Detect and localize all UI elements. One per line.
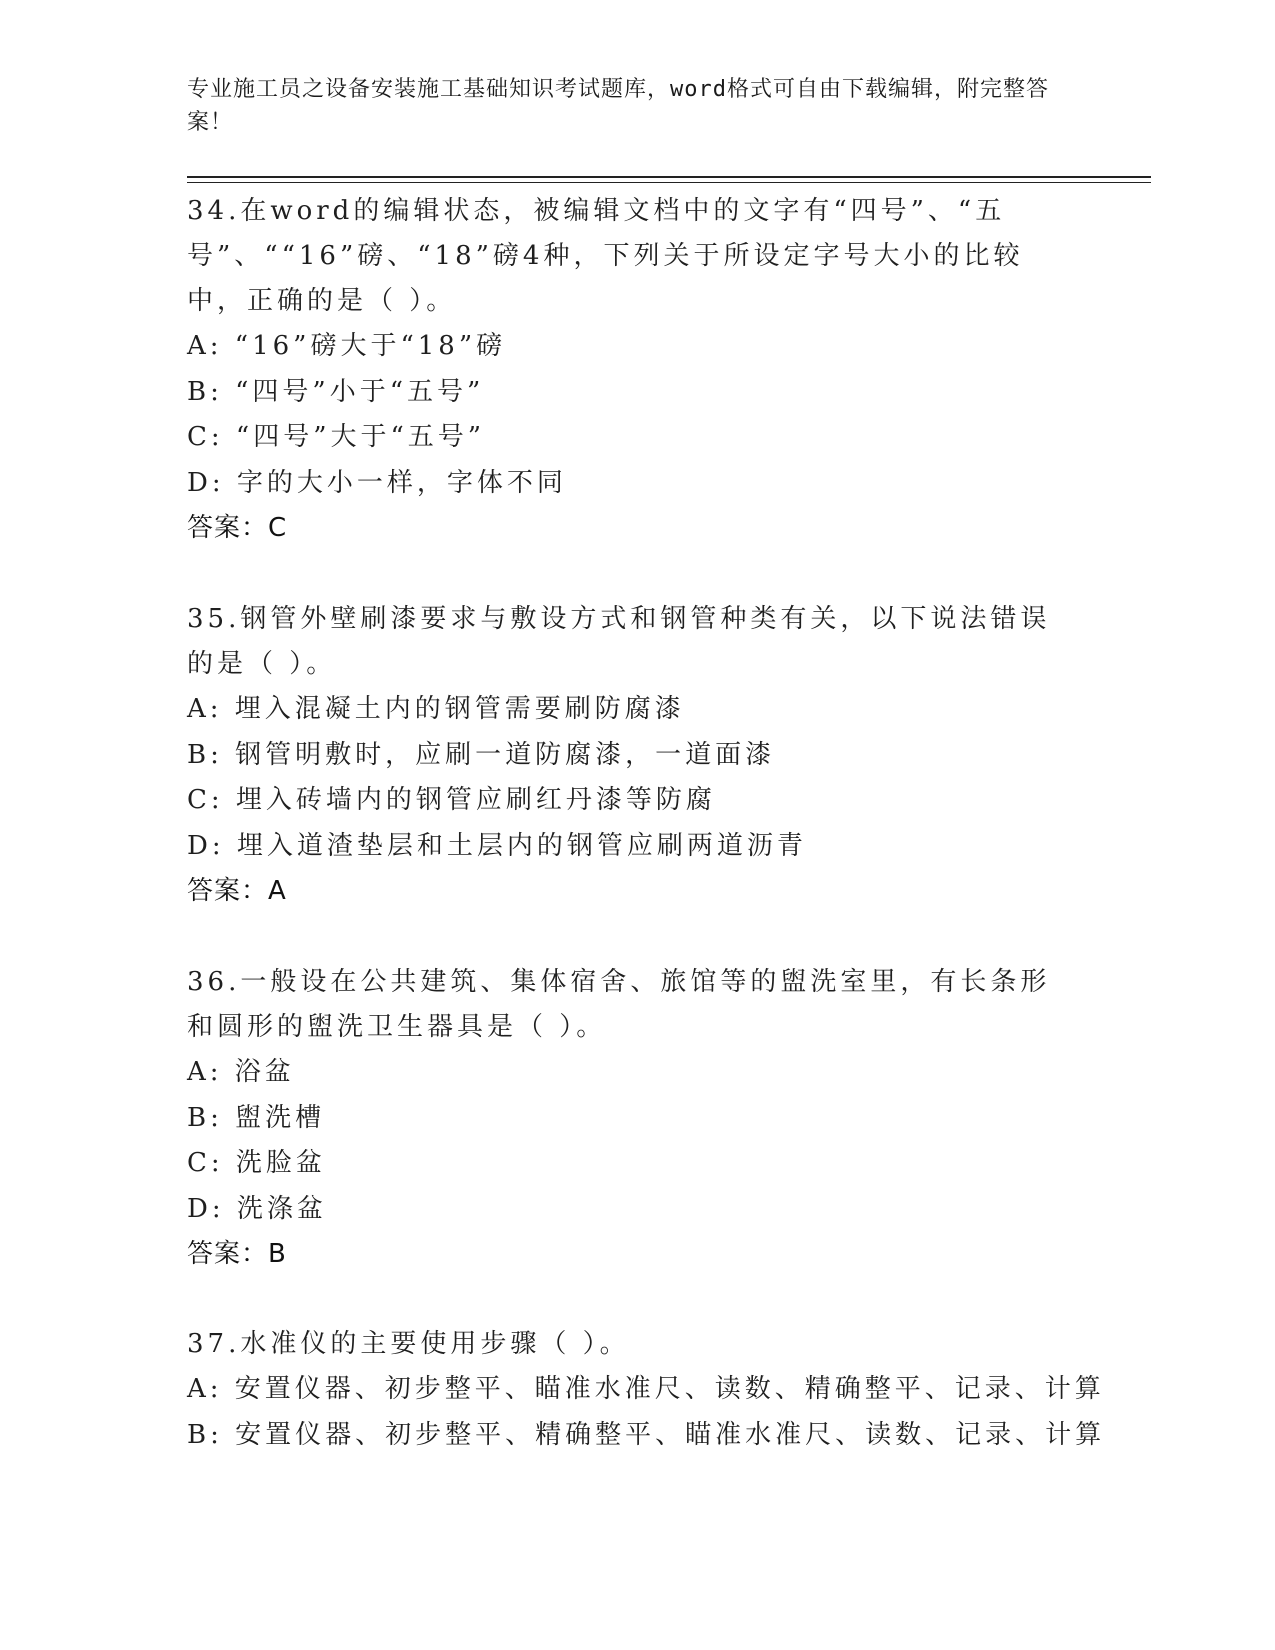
answer: 答案：B [187,1239,287,1269]
option-b: B: 盥洗槽 [187,1102,326,1133]
question-stem: 37.水准仪的主要使用步骤（ ）。 [187,1329,630,1359]
option-b: B: 钢管明敷时，应刷一道防腐漆，一道面漆 [187,739,776,770]
question-stem: 35.钢管外壁刷漆要求与敷设方式和钢管种类有关，以下说法错误的是（ ）。 [187,604,1051,679]
option-d: D: 字的大小一样，字体不同 [187,467,567,498]
question-34 [187,189,1077,551]
question-37 [187,1322,1106,1458]
option-b: B: “四号”小于“五号” [187,376,485,407]
option-d: D: 洗涤盆 [187,1193,327,1224]
question-stem: 34.在word的编辑状态，被编辑文档中的文字有“四号”、“五号”、““16”磅、“18”磅4种，下列关于所设定字号大小的比较中，正确的是（ ）。 [187,196,1024,316]
option-c: C: 洗脸盆 [187,1148,326,1178]
option-a: A: 浴盆 [187,1057,295,1087]
question-35 [187,597,1077,914]
header-divider-thick [187,176,1151,178]
option-c: C: 埋入砖墙内的钢管应刷红丹漆等防腐 [187,785,716,815]
option-a: A: “16”磅大于“18”磅 [187,331,507,361]
answer: 答案：C [187,513,288,543]
option-a: A: 埋入混凝土内的钢管需要刷防腐漆 [187,694,685,724]
option-a: A: 安置仪器、初步整平、瞄准水准尺、读数、精确整平、记录、计算 [187,1374,1105,1404]
header-divider-thin [187,182,1151,183]
document-header: 专业施工员之设备安装施工基础知识考试题库，word格式可自由下载编辑，附完整答案！ [187,77,1049,135]
question-stem: 36.一般设在公共建筑、集体宿舍、旅馆等的盥洗室里，有长条形和圆形的盥洗卫生器具是（ ）。 [187,967,1051,1042]
question-36 [187,960,1077,1277]
answer: 答案：A [187,876,287,906]
option-c: C: “四号”大于“五号” [187,422,486,452]
option-b: B: 安置仪器、初步整平、精确整平、瞄准水准尺、读数、记录、计算 [187,1419,1106,1450]
option-d: D: 埋入道渣垫层和土层内的钢管应刷两道沥青 [187,830,807,861]
